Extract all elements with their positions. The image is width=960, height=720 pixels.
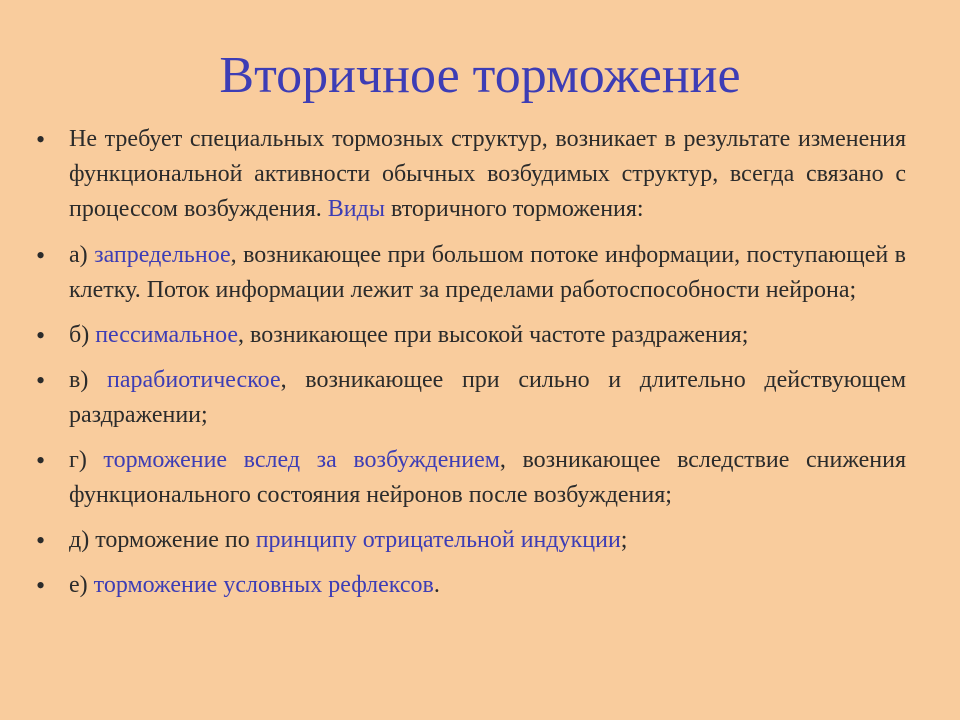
list-item: [36, 238, 906, 308]
item-text-end: , возникающее при сильно и длительно действующем раздражении;: [69, 367, 907, 428]
item-highlight: запредельное: [94, 242, 231, 268]
item-text: д) торможение по: [69, 527, 256, 553]
list-item: [36, 523, 906, 558]
bullet-icon: •: [36, 125, 46, 154]
item-text: в): [69, 367, 108, 393]
item-text: е): [69, 572, 94, 598]
list-item: [36, 318, 906, 353]
item-text-end: , возникающее вследствие снижения функционального состояния нейронов после возбуждения;: [69, 447, 906, 508]
item-text: а): [69, 242, 95, 268]
bullet-icon: •: [36, 446, 46, 475]
bullet-list: [36, 122, 906, 603]
bullet-icon: •: [36, 571, 46, 600]
item-highlight: принципу отрицательной индукции: [255, 527, 621, 553]
list-item: [36, 363, 906, 433]
item-text-end: , возникающее при высокой частоте раздражения;: [238, 322, 749, 348]
bullet-icon: •: [36, 366, 46, 395]
list-item: [36, 443, 906, 513]
item-text: Не требует специальных тормозных структур, возникает в результате изменения функциональной активности обычных возбудимых структур, всегда связано с процессом возбуждения.: [69, 126, 906, 222]
list-item: [36, 122, 906, 227]
bullet-icon: •: [36, 241, 46, 270]
item-text: г): [69, 447, 104, 473]
item-highlight: пессимальное: [95, 322, 239, 348]
item-text-end: ;: [620, 527, 628, 553]
item-highlight: парабиотическое: [107, 367, 281, 393]
item-highlight: торможение вслед за возбуждением: [103, 447, 500, 473]
list-item: [36, 568, 906, 603]
item-highlight: Виды: [327, 196, 385, 222]
bullet-icon: •: [36, 321, 46, 350]
item-highlight: торможение условных рефлексов: [93, 572, 434, 598]
item-text-end: .: [433, 572, 440, 598]
bullet-icon: •: [36, 526, 46, 555]
slide-title: Вторичное торможение: [219, 47, 741, 104]
item-text-end: , возникающее при большом потоке информации, поступающей в клетку. Поток информации лежит за пределами работоспособности нейрона;: [69, 242, 906, 303]
item-text: б): [69, 322, 96, 348]
item-text-end: вторичного торможения:: [384, 196, 644, 222]
